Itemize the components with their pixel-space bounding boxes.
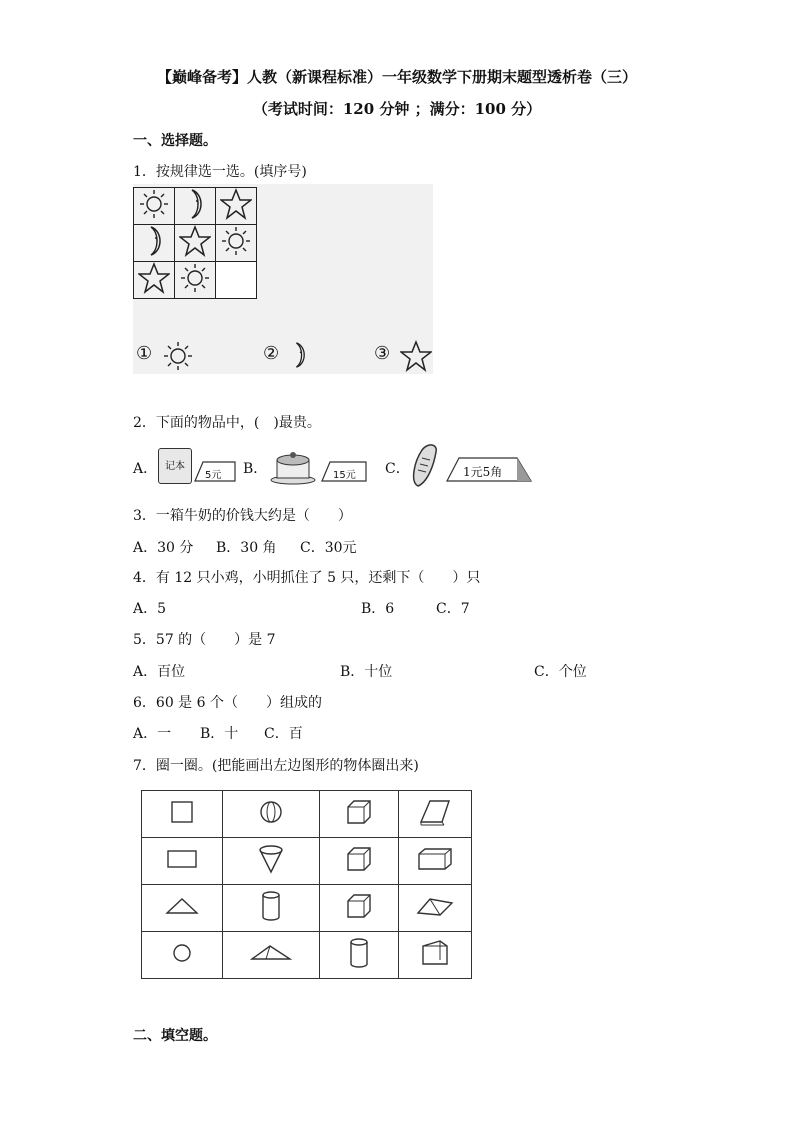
object-cell[interactable] [399, 932, 472, 979]
object-cell[interactable] [399, 791, 472, 838]
q4-option-c[interactable]: C．7 [436, 601, 470, 617]
q5-option-a[interactable]: A．百位 [133, 664, 186, 680]
tri-prism-icon [420, 938, 450, 968]
q6-option-b[interactable]: B．十 [200, 726, 239, 742]
star-icon [400, 340, 432, 372]
q3-text: 3．一箱牛奶的价钱大约是（ ） [133, 508, 352, 524]
sun-icon [162, 340, 194, 372]
shape-cell [142, 932, 223, 979]
cube-icon [345, 798, 373, 826]
bread-icon [408, 442, 442, 488]
section-1-title: 一、选择题。 [133, 133, 217, 149]
cube-icon [345, 845, 373, 873]
choice-label[interactable]: ③ [374, 343, 391, 364]
object-cell[interactable] [223, 791, 320, 838]
q6-option-a[interactable]: A．一 [133, 726, 172, 742]
sun-icon [139, 189, 169, 219]
sun-icon [221, 226, 251, 256]
prism-icon [416, 895, 454, 917]
grid-cell [175, 225, 216, 262]
q5-text: 5．57 的（ ）是 7 [133, 632, 276, 648]
price-label: 1元5角 [463, 465, 503, 479]
slab-icon [418, 798, 452, 826]
grid-cell [134, 262, 175, 299]
moon-icon [139, 225, 169, 257]
section-2-title: 二、填空题。 [133, 1028, 217, 1044]
q6-option-c[interactable]: C．百 [264, 726, 303, 742]
q5-option-b[interactable]: B．十位 [340, 664, 393, 680]
shape-cell [142, 885, 223, 932]
object-cell[interactable] [399, 885, 472, 932]
grid-cell [175, 188, 216, 225]
q4-text: 4．有 12 只小鸡，小明抓住了 5 只，还剩下（ ）只 [133, 570, 481, 586]
table-row [142, 838, 472, 885]
price-label: 15元 [333, 470, 356, 481]
square-icon [170, 800, 194, 824]
grid-cell [134, 188, 175, 225]
circle-icon [171, 942, 193, 964]
q2-text: 2．下面的物品中，( )最贵。 [133, 415, 321, 431]
sun-icon [180, 263, 210, 293]
q3-option-a[interactable]: A．30 分 [133, 540, 194, 556]
grid-cell [134, 225, 175, 262]
table-row [142, 932, 472, 979]
object-cell[interactable] [223, 932, 320, 979]
triangle-icon [165, 896, 199, 916]
star-icon [179, 225, 211, 257]
object-cell[interactable] [320, 838, 399, 885]
option-letter[interactable]: B． [243, 461, 268, 477]
shape-cell [142, 791, 223, 838]
star-icon [220, 188, 252, 220]
object-cell[interactable] [399, 838, 472, 885]
box-icon [416, 846, 454, 872]
grid-cell [216, 225, 257, 262]
option-letter[interactable]: C． [385, 461, 410, 477]
table-row [142, 885, 472, 932]
notebook-icon: 记本 [158, 448, 192, 484]
object-cell[interactable] [320, 885, 399, 932]
moon-icon [286, 338, 312, 372]
q1-text: 1．按规律选一选。(填序号) [133, 164, 307, 180]
option-letter[interactable]: A． [133, 461, 158, 477]
choice-label[interactable]: ① [136, 343, 153, 364]
q3-option-c[interactable]: C．30元 [300, 540, 357, 556]
cone-icon [257, 844, 285, 874]
q2-options [133, 446, 553, 486]
q7-shape-table [141, 790, 472, 979]
grid-cell [175, 262, 216, 299]
object-cell[interactable] [320, 932, 399, 979]
object-cell[interactable] [320, 791, 399, 838]
object-cell[interactable] [223, 838, 320, 885]
shape-cell [142, 838, 223, 885]
cylinder-icon [349, 937, 369, 969]
q6-text: 6．60 是 6 个（ ）组成的 [133, 695, 322, 711]
rectangle-icon [166, 848, 198, 870]
moon-icon [180, 188, 210, 220]
grid-cell-empty[interactable] [216, 262, 257, 299]
q4-option-a[interactable]: A．5 [133, 601, 167, 617]
q3-option-b[interactable]: B．30 角 [216, 540, 277, 556]
cylinder-icon [261, 890, 281, 922]
q4-option-b[interactable]: B．6 [361, 601, 395, 617]
q1-choices [136, 340, 436, 372]
page-subtitle: （考试时间：120 分钟 ；满分：100 分） [252, 100, 542, 118]
object-cell[interactable] [223, 885, 320, 932]
ball-icon [259, 800, 283, 824]
q5-option-c[interactable]: C．个位 [534, 664, 587, 680]
page-title: 【巅峰备考】人教（新课程标准）一年级数学下册期末题型透析卷（三） [156, 68, 637, 86]
table-row [142, 791, 472, 838]
cake-icon [268, 446, 318, 486]
choice-label[interactable]: ② [263, 343, 280, 364]
q1-pattern-grid [133, 187, 257, 299]
cube-icon [345, 892, 373, 920]
prism-icon [250, 943, 292, 963]
star-icon [138, 262, 170, 294]
q7-text: 7．圈一圈。(把能画出左边图形的物体圈出来) [133, 758, 419, 774]
grid-cell [216, 188, 257, 225]
price-label: 5元 [205, 470, 222, 481]
